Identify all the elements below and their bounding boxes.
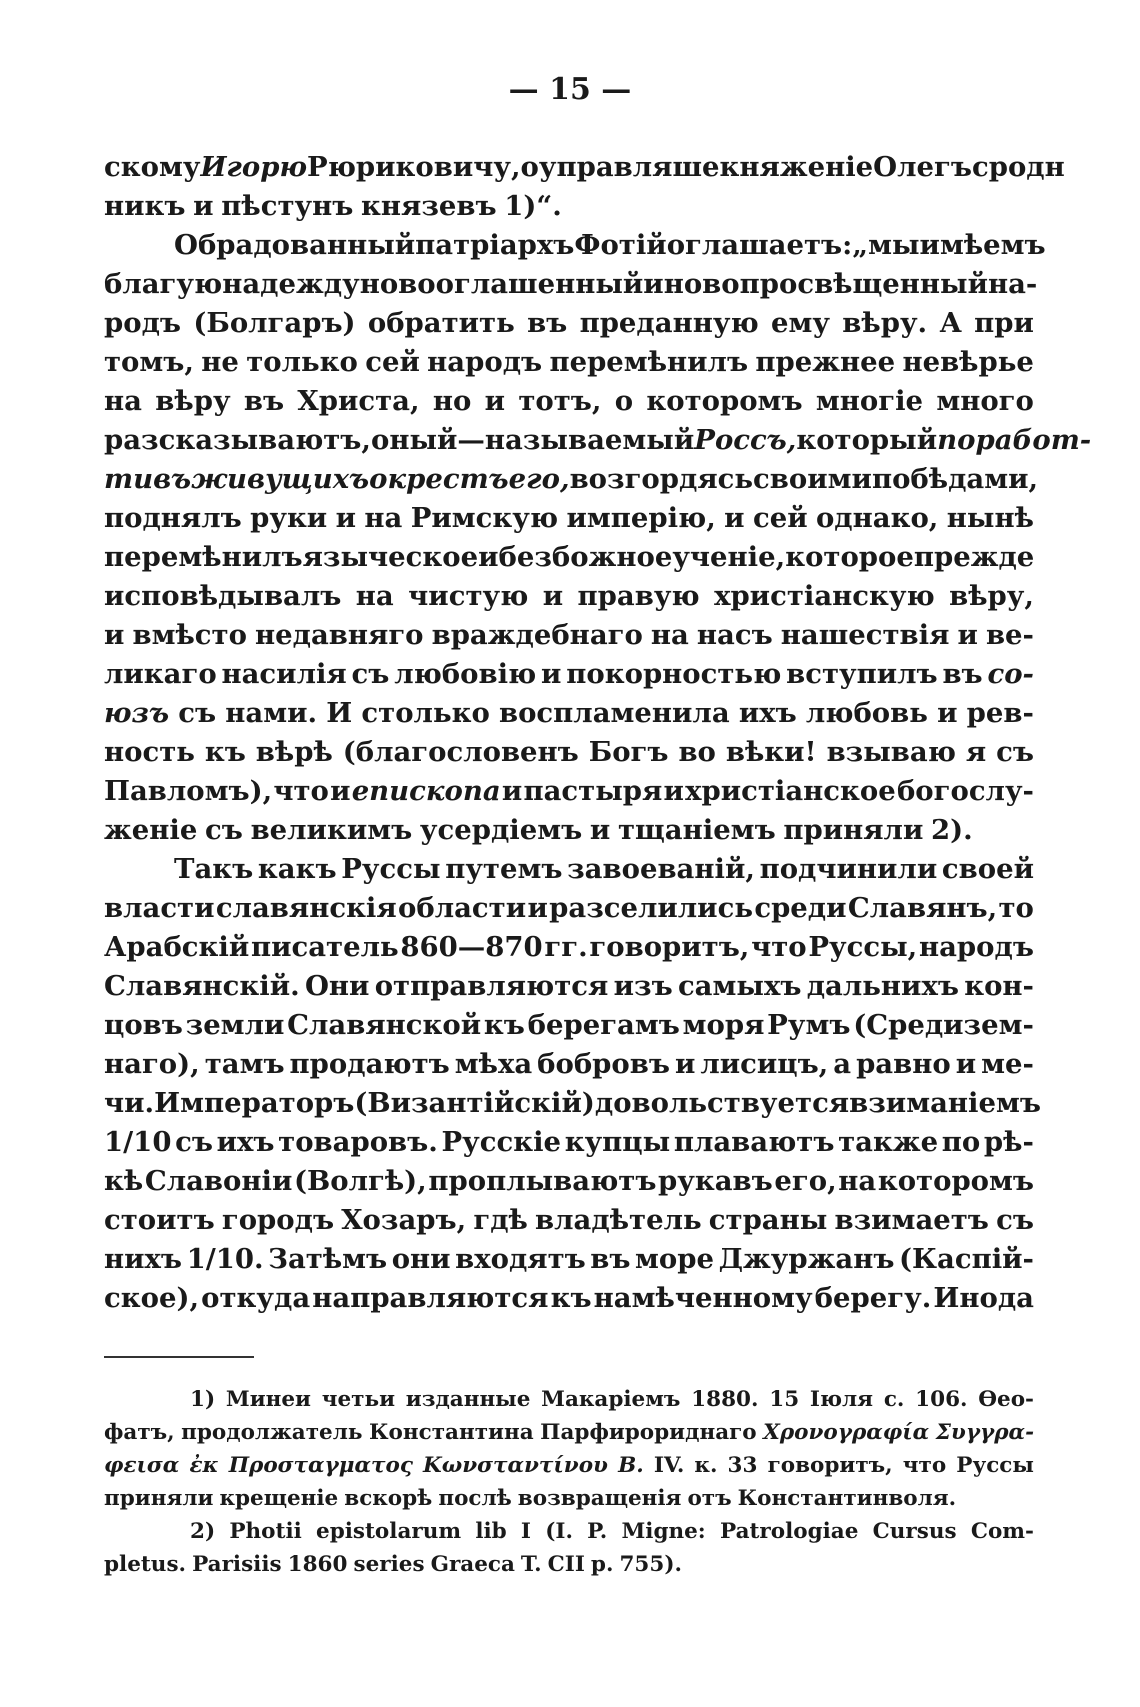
text-line: ность къ вѣрѣ (благословенъ Богъ во вѣки! взываю я съ	[104, 736, 1034, 768]
footnote-line: φεισα ἐκ Προσταγματος Κωνσταντίνου Β. IV. к. 33 говоритъ, что Руссы	[104, 1453, 1034, 1478]
text-line: томъ, не только сей народъ перемѣнилъ прежнее невѣрье	[104, 346, 1034, 378]
footnote-ref-1: 1)“.	[504, 190, 562, 222]
text-line: разсказываютъ, оный — называемый Россъ, который поработ-	[104, 424, 1092, 456]
text-line: родъ (Болгаръ) обратить въ преданную ему вѣру. А при	[104, 307, 1034, 339]
text-line: Арабскій писатель 860—870 гг. говоритъ, что Руссы, народъ	[104, 931, 1034, 963]
text-line: и вмѣсто недавняго враждебнаго на насъ нашествія и ве-	[104, 619, 1034, 651]
text-line: власти славянскія области и разселились среди Славянъ, то	[104, 892, 1034, 924]
text-line: ское), откуда направляются къ намѣченному берегу. Инода	[104, 1282, 1034, 1314]
text-line: женіе съ великимъ усердіемъ и тщаніемъ приняли 2).	[104, 811, 1034, 850]
text-line: юзъ съ нами. И столько воспламенила ихъ любовь и рев-	[104, 697, 1034, 729]
text-line: Такъ какъ Руссы путемъ завоеваній, подчинили своей	[174, 853, 1034, 885]
text-line: чи. Императоръ (Византійскій) довольствуется взиманіемъ	[104, 1087, 1041, 1119]
footnotes	[104, 1383, 1034, 1581]
footnote-separator	[104, 1356, 254, 1358]
footnote-line: pletus. Parisiis 1860 series Graeca T. CII p. 755).	[104, 1552, 682, 1577]
text-line: исповѣдывалъ на чистую и правую христіанскую вѣру,	[104, 580, 1034, 612]
footnote-line: приняли крещеніе вскорѣ послѣ возвращенія отъ Константинволя.	[104, 1486, 957, 1511]
text-line: цовъ земли Славянской къ берегамъ моря Румъ (Средизем-	[104, 1009, 1034, 1041]
text-line: скому Игорю Рюриковичу, оуправляше княженіе Олегъ сродн	[104, 151, 1065, 183]
text-line: наго), тамъ продаютъ мѣха бобровъ и лисицъ, а равно и ме-	[104, 1048, 1034, 1080]
page-number: — 15 —	[508, 72, 632, 107]
footnote-line: фатъ, продолжатель Константина Парфирориднаго Χρονογραφία Συγγρα-	[104, 1420, 1034, 1445]
text-line: на вѣру въ Христа, но и тотъ, о которомъ многіе много	[104, 385, 1034, 417]
text-line: ликаго насилія съ любовію и покорностью вступилъ въ со-	[104, 658, 1034, 690]
main-text	[104, 148, 1092, 1318]
text-line: Павломъ), что и епископа и пастыря и христіанское богослу-	[104, 775, 1034, 807]
text-line: кѣ Славоніи (Волгѣ), проплываютъ рукавъ его, на которомъ	[104, 1165, 1034, 1197]
text-line: перемѣнилъ языческое и безбожное ученіе, которое прежде	[104, 541, 1035, 573]
text-line: 1/10 съ ихъ товаровъ. Русскіе купцы плаваютъ также по рѣ-	[104, 1126, 1034, 1158]
footnote-line: 1) Минеи четьи изданные Макаріемъ 1880. 15 Іюля с. 106. Өео-	[190, 1387, 1034, 1412]
text-line: поднялъ руки и на Римскую имперію, и сей однако, нынѣ	[104, 502, 1034, 534]
text-line: нихъ 1/10. Затѣмъ они входятъ въ море Джуржанъ (Каспій-	[104, 1243, 1034, 1275]
text-line: Обрадованный патріархъ Фотій оглашаетъ: „мы имѣемъ	[174, 229, 1046, 261]
footnote-ref-2: 2).	[931, 814, 973, 846]
text-line: тивъ живущихъ окрестъ его, возгордясь своими побѣдами,	[104, 463, 1039, 495]
text-line: Славянскій. Они отправляются изъ самыхъ дальнихъ кон-	[104, 970, 1034, 1002]
text-line: никъ и пѣстунъ князевъ 1)“.	[104, 187, 1034, 226]
footnote-line: 2) Photii epistolarum lib I (I. P. Migne: Patrologiae Cursus Com-	[190, 1519, 1034, 1544]
text-line: благую надежду новооглашенный и новопросвѣщенный на-	[104, 268, 1038, 300]
text-line: стоитъ городъ Хозаръ, гдѣ владѣтель страны взимаетъ съ	[104, 1204, 1034, 1236]
